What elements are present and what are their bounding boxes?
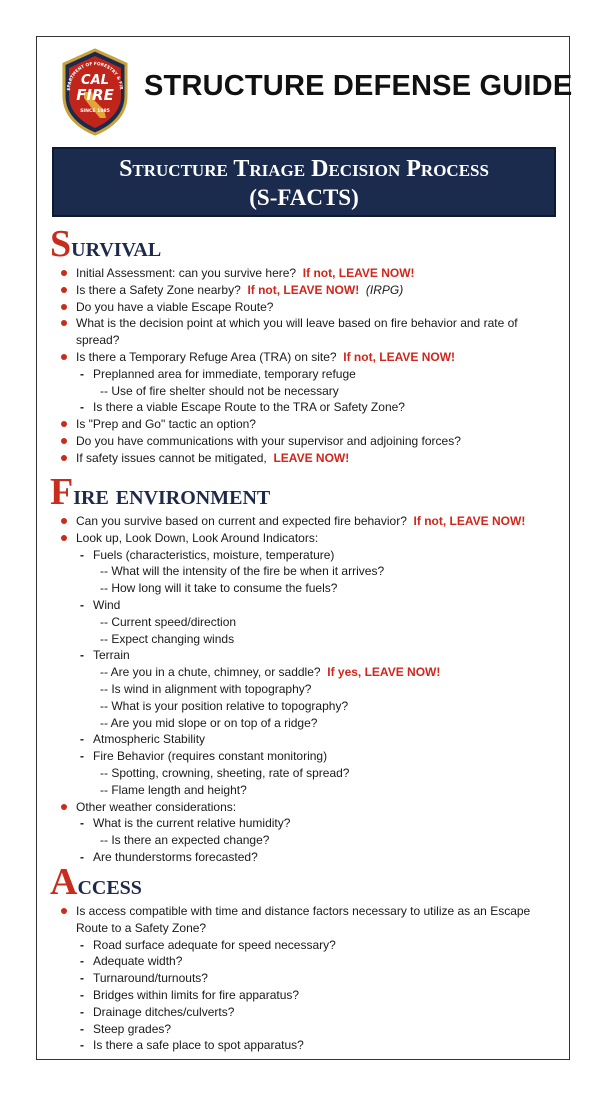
page-title: STRUCTURE DEFENSE GUIDE — [144, 70, 573, 102]
list-item — [50, 315, 550, 349]
list-item — [50, 1021, 550, 1038]
heading-initial: A — [50, 861, 78, 903]
list-item — [50, 597, 550, 614]
section-heading — [50, 471, 550, 513]
item-text: Is there a viable Escape Route to the TRA or Safety Zone? — [93, 400, 405, 415]
list-item — [50, 698, 550, 715]
item-text: Adequate width? — [93, 954, 183, 969]
list-item — [50, 937, 550, 954]
list-item — [50, 299, 550, 316]
list-item — [50, 782, 550, 799]
list-item — [50, 416, 550, 433]
section-fire-environment — [50, 471, 550, 866]
logo-cal-text: CAL — [81, 73, 109, 88]
heading-initial: S — [50, 223, 72, 265]
item-text: Is there a Safety Zone nearby? — [76, 282, 241, 297]
list-item — [50, 987, 550, 1004]
section-access — [50, 861, 550, 1054]
item-text: Is "Prep and Go" tactic an option? — [76, 417, 256, 432]
heading-initial: F — [50, 471, 74, 513]
list-item — [50, 765, 550, 782]
list-item — [50, 530, 550, 547]
list-item — [50, 1004, 550, 1021]
leave-now-alert: LEAVE NOW! — [273, 450, 350, 465]
item-text: Preplanned area for immediate, temporary refuge — [93, 366, 356, 381]
list-item — [50, 647, 550, 664]
item-text: -- What will the intensity of the fire be when it arrives? — [100, 564, 385, 579]
item-text: -- Current speed/direction — [100, 614, 237, 629]
cal-fire-logo — [60, 48, 130, 136]
fire-environment-list — [50, 513, 550, 866]
list-item — [50, 450, 550, 467]
item-text: Road surface adequate for speed necessary? — [93, 937, 336, 952]
banner-title: Structure Triage Decision Process — [119, 156, 489, 182]
list-item — [50, 849, 550, 866]
item-text: -- Use of fire shelter should not be necessary — [100, 383, 339, 398]
leave-now-alert: If not, LEAVE NOW! — [413, 514, 526, 528]
item-text: Drainage ditches/culverts? — [93, 1004, 235, 1019]
item-text: Do you have a viable Escape Route? — [76, 299, 274, 314]
logo-fire-text: FIRE — [76, 86, 114, 104]
list-item — [50, 547, 550, 564]
item-text: Turnaround/turnouts? — [93, 971, 208, 986]
item-text: Is there a Temporary Refuge Area (TRA) on site? — [76, 349, 337, 364]
list-item — [50, 815, 550, 832]
list-item — [50, 903, 550, 937]
item-text: -- Are you mid slope or on top of a ridge? — [100, 715, 318, 730]
item-text: Can you survive based on current and expected fire behavior? — [76, 514, 407, 528]
item-text: -- Spotting, crowning, sheeting, rate of spread? — [100, 765, 350, 780]
item-text: Do you have communications with your supervisor and adjoining forces? — [76, 433, 461, 448]
list-item — [50, 563, 550, 580]
leave-now-alert: If yes, LEAVE NOW! — [327, 665, 441, 680]
item-text: Other weather considerations: — [76, 799, 237, 814]
item-text: Fire Behavior (requires constant monitoring) — [93, 749, 328, 764]
logo-ring-text: EPARTMENT OF FORESTRY & FIR — [66, 61, 124, 91]
item-text: Atmospheric Stability — [93, 732, 206, 747]
leave-now-alert: If not, LEAVE NOW! — [302, 266, 415, 280]
list-item — [50, 799, 550, 816]
list-item — [50, 953, 550, 970]
item-text: What is the current relative humidity? — [93, 816, 291, 831]
heading-rest: ire environment — [73, 480, 271, 511]
item-text: What is the decision point at which you will leave based on fire behavior and rate of spread? — [76, 316, 518, 348]
item-text: Wind — [93, 597, 121, 612]
item-text: Terrain — [93, 648, 130, 663]
section-survival — [50, 223, 550, 467]
section-heading — [50, 861, 550, 903]
list-item — [50, 580, 550, 597]
list-item — [50, 433, 550, 450]
section-heading — [50, 223, 550, 265]
list-item — [50, 282, 550, 299]
list-item — [50, 399, 550, 416]
section-banner — [52, 147, 556, 217]
item-text: -- Is there an expected change? — [100, 833, 270, 848]
list-item — [50, 513, 550, 530]
list-item — [50, 748, 550, 765]
survival-list — [50, 265, 550, 467]
item-text: If safety issues cannot be mitigated, — [76, 450, 267, 465]
item-text: -- What is your position relative to topography? — [100, 698, 349, 713]
list-item — [50, 1037, 550, 1054]
heading-rest: ccess — [77, 870, 142, 901]
logo-since-text: SINCE 1885 — [80, 109, 110, 114]
item-text: -- Are you in a chute, chimney, or saddle? — [100, 665, 321, 680]
list-item — [50, 366, 550, 383]
list-item — [50, 631, 550, 648]
list-item — [50, 832, 550, 849]
item-text: Steep grades? — [93, 1021, 172, 1036]
list-item — [50, 715, 550, 732]
leave-now-alert: If not, LEAVE NOW! — [247, 282, 360, 297]
banner-subtitle: (S-FACTS) — [249, 185, 359, 210]
item-note: (IRPG) — [365, 282, 404, 297]
item-text: -- Flame length and height? — [100, 782, 247, 797]
item-text: Initial Assessment: can you survive here? — [76, 266, 297, 280]
access-list — [50, 903, 550, 1054]
list-item — [50, 664, 550, 681]
item-text: Look up, Look Down, Look Around Indicators: — [76, 530, 319, 545]
list-item — [50, 349, 550, 366]
item-text: Is access compatible with time and distance factors necessary to utilize as an Escape Route to a Safety Zone? — [76, 904, 531, 935]
item-text: Fuels (characteristics, moisture, temperature) — [93, 547, 335, 562]
item-text: Is there a safe place to spot apparatus? — [93, 1038, 304, 1053]
list-item — [50, 681, 550, 698]
leave-now-alert: If not, LEAVE NOW! — [343, 349, 456, 364]
item-text: Are thunderstorms forecasted? — [93, 849, 258, 864]
item-text: -- Is wind in alignment with topography? — [100, 681, 312, 696]
list-item — [50, 265, 550, 282]
item-text: -- Expect changing winds — [100, 631, 235, 646]
list-item — [50, 970, 550, 987]
list-item — [50, 614, 550, 631]
heading-rest: urvival — [71, 232, 162, 263]
list-item — [50, 731, 550, 748]
item-text: -- How long will it take to consume the fuels? — [100, 581, 338, 596]
list-item — [50, 383, 550, 400]
item-text: Bridges within limits for fire apparatus? — [93, 987, 300, 1002]
